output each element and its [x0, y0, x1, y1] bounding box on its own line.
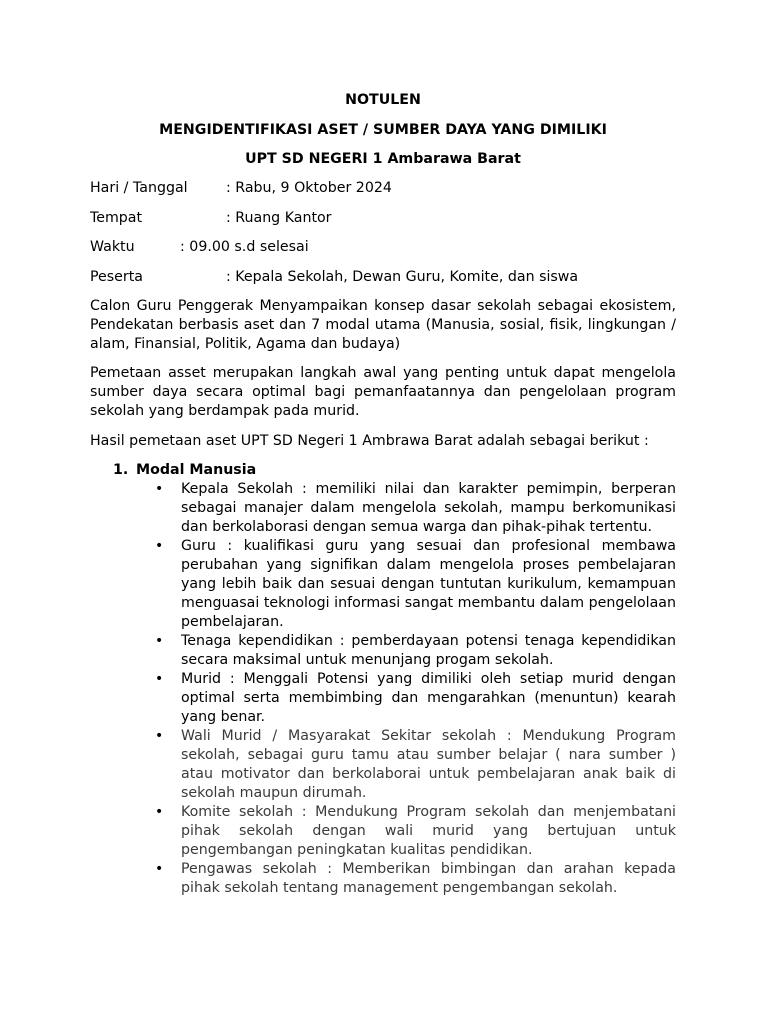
- participants-label: Peserta: [90, 269, 143, 285]
- list-item-text: Pengawas sekolah : Memberikan bimbingan dan arahan kepada pihak sekolah tentang management pengembangan sekolah.: [181, 861, 676, 896]
- list-item-text: Tenaga kependidikan : pemberdayaan potensi tenaga kependidikan secara maksimal untuk menunjang progam sekolah.: [181, 633, 676, 668]
- place-value: : Ruang Kantor: [226, 210, 332, 226]
- list-item-text: Kepala Sekolah : memiliki nilai dan karakter pemimpin, berperan sebagai manajer dalam mengelola sekolah, mampu berkomunikasi dan berkolaborasi dengan semua warga dan pihak-pihak tertentu.: [181, 481, 676, 535]
- list-item: [155, 537, 676, 632]
- list-item: [155, 727, 676, 803]
- mapping-paragraph: Pemetaan asset merupakan langkah awal yang penting untuk dapat mengelola sumber daya secara optimal bagi pemanfaatannya dan pengelolaan program sekolah yang berdampak pada murid.: [90, 365, 676, 419]
- list-item: [155, 670, 676, 727]
- list-item: [155, 632, 676, 670]
- list-item: [155, 480, 676, 537]
- document-title: NOTULEN: [345, 92, 421, 108]
- time-label: Waktu: [90, 239, 135, 255]
- section-heading: [113, 461, 256, 480]
- list-item-text: Murid : Menggali Potensi yang dimiliki oleh setiap murid dengan optimal serta membimbing dan mengarahkan (menuntun) kearah yang benar.: [181, 671, 676, 725]
- list-item-text: Guru : kualifikasi guru yang sesuai dan profesional membawa perubahan yang signifikan dalam mengelola proses pembelajaran yang lebih baik dan sesuai dengan tuntutan kurikulum, kemampuan menguasai teknologi informasi sangat membantu dalam pengelolaan pembelajaran.: [181, 538, 676, 630]
- time-value: : 09.00 s.d selesai: [180, 239, 309, 255]
- bullet-icon: •: [155, 804, 164, 820]
- bullet-icon: •: [155, 861, 164, 877]
- bullet-icon: •: [155, 633, 164, 649]
- list-item-text: Komite sekolah : Mendukung Program sekolah dan menjembatani pihak sekolah dengan wali murid yang bertujuan untuk pengembangan peningkatan kualitas pendidikan.: [181, 804, 676, 858]
- participants-value: : Kepala Sekolah, Dewan Guru, Komite, dan siswa: [226, 269, 579, 285]
- day-value: : Rabu, 9 Oktober 2024: [226, 180, 392, 196]
- results-intro: Hasil pemetaan aset UPT SD Negeri 1 Ambrawa Barat adalah sebagai berikut :: [90, 433, 649, 449]
- human-capital-list: [155, 480, 676, 898]
- intro-paragraph: Calon Guru Penggerak Menyampaikan konsep dasar sekolah sebagai ekosistem, Pendekatan berbasis aset dan 7 modal utama (Manusia, sosial, fisik, lingkungan / alam, Finansial, Politik, Agama dan budaya): [90, 298, 676, 352]
- list-item: [155, 860, 676, 898]
- day-label: Hari / Tanggal: [90, 180, 188, 196]
- bullet-icon: •: [155, 481, 164, 497]
- place-label: Tempat: [90, 210, 143, 226]
- bullet-icon: •: [155, 538, 164, 554]
- list-item: [155, 803, 676, 860]
- school-name: UPT SD NEGERI 1 Ambarawa Barat: [245, 151, 521, 167]
- bullet-icon: •: [155, 728, 164, 744]
- section-title: Modal Manusia: [136, 462, 257, 478]
- list-item-text: Wali Murid / Masyarakat Sekitar sekolah : Mendukung Program sekolah, sebagai guru tamu atau sumber belajar ( nara sumber ) atau motivator dan berkolaborai untuk pembelajaran anak baik di sekolah maupun dirumah.: [181, 728, 676, 801]
- document-subtitle: MENGIDENTIFIKASI ASET / SUMBER DAYA YANG DIMILIKI: [159, 122, 607, 138]
- bullet-icon: •: [155, 671, 164, 687]
- section-number: 1.: [113, 462, 129, 478]
